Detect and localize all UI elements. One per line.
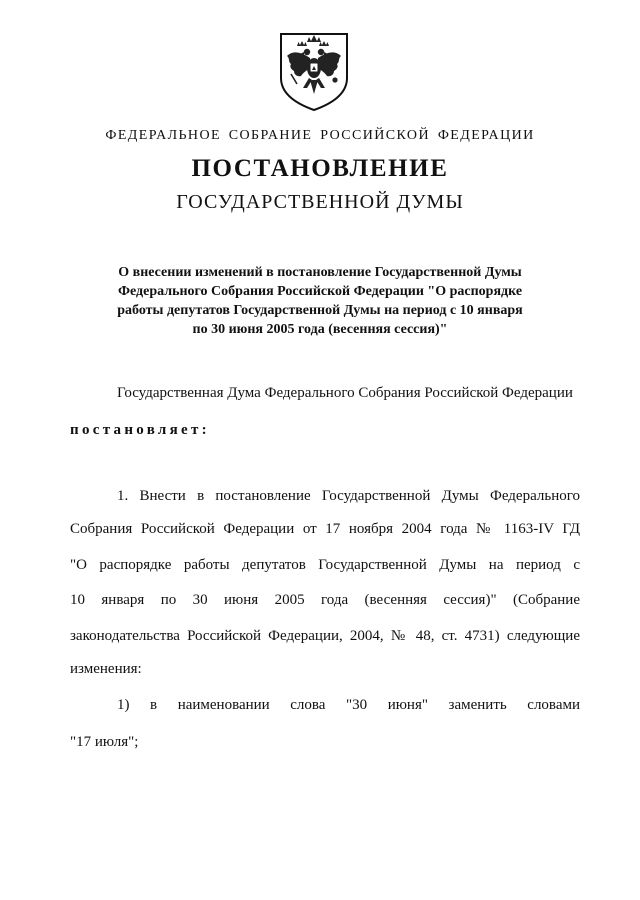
title-line: работы депутатов Государственной Думы на период с 10 января xyxy=(117,303,523,318)
subitem1-line: 1) в наименовании слова "30 июня" заменить словами xyxy=(117,697,580,713)
document-issuer: ГОСУДАРСТВЕННОЙ ДУМЫ xyxy=(176,191,464,213)
item1-line: "О распорядке работы депутатов Государственной Думы на период с xyxy=(70,557,580,573)
document-title xyxy=(100,263,540,339)
title-line: О внесении изменений в постановление Государственной Думы xyxy=(118,265,522,280)
item1-line: законодательства Российской Федерации, 2004, № 48, ст. 4731) следующие xyxy=(70,628,580,644)
subitem1-line: "17 июля"; xyxy=(70,734,139,750)
item1-line: Собрания Российской Федерации от 17 ноября 2004 года № 1163-IV ГД xyxy=(70,521,580,537)
title-line: по 30 июня 2005 года (весенняя сессия)" xyxy=(192,322,448,337)
preamble-text: Государственная Дума Федерального Собрания Российской Федерации xyxy=(117,385,573,401)
title-line: Федерального Собрания Российской Федерации "О распорядке xyxy=(117,284,523,299)
document-type-heading: ПОСТАНОВЛЕНИЕ xyxy=(191,155,449,182)
item1-line: 10 января по 30 июня 2005 года (весенняя сессия)" (Собрание xyxy=(70,592,580,608)
item1-line: 1. Внести в постановление Государственной Думы Федерального xyxy=(117,488,580,504)
item1-line: изменения: xyxy=(70,661,142,677)
organization-name: ФЕДЕРАЛЬНОЕ СОБРАНИЕ РОССИЙСКОЙ ФЕДЕРАЦИИ xyxy=(105,128,535,143)
resolves-keyword: постановляет: xyxy=(70,422,210,438)
russian-coat-of-arms-icon xyxy=(277,28,351,112)
